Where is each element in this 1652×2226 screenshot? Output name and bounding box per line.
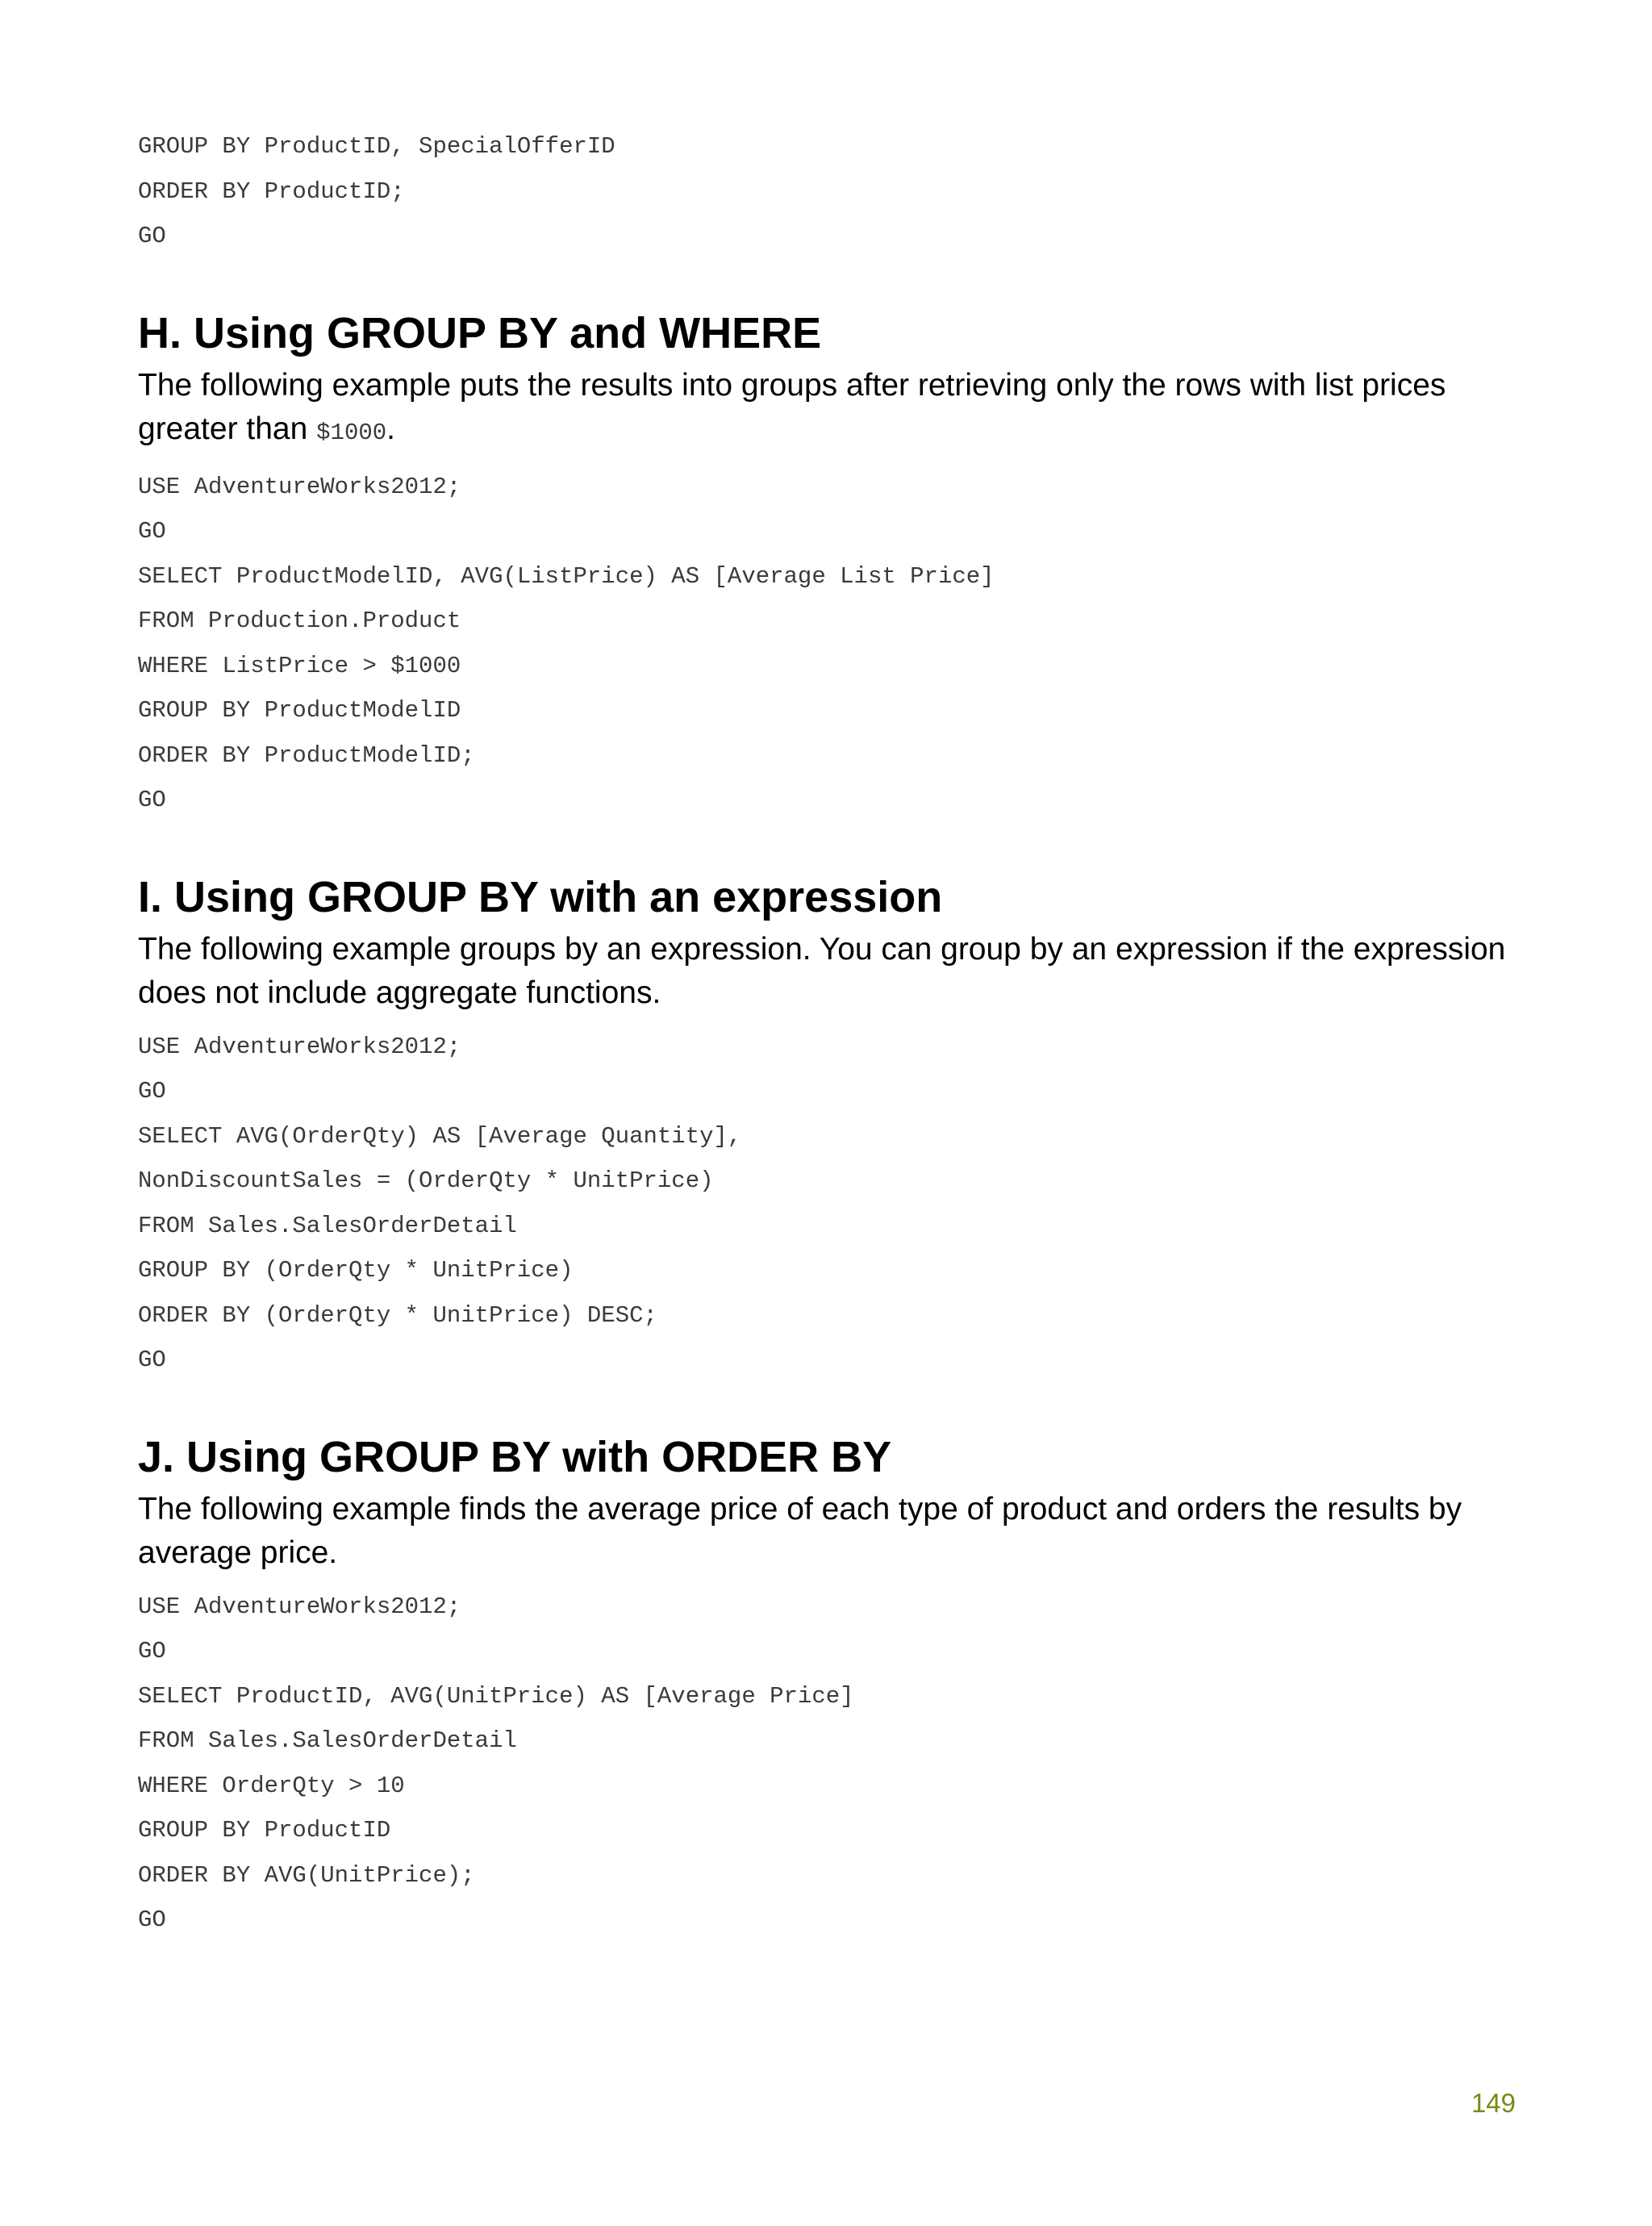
code-line: NonDiscountSales = (OrderQty * UnitPrice) <box>138 1167 714 1194</box>
code-line: FROM Production.Product <box>138 608 461 634</box>
code-line: SELECT ProductID, AVG(UnitPrice) AS [Average Price] <box>138 1682 854 1710</box>
code-line: WHERE ListPrice > $1000 <box>138 652 461 679</box>
code-line: ORDER BY (OrderQty * UnitPrice) DESC; <box>138 1301 657 1329</box>
code-line: GROUP BY (OrderQty * UnitPrice) <box>138 1257 574 1284</box>
code-line: GO <box>138 518 166 545</box>
code-line: USE AdventureWorks2012; <box>138 1593 461 1620</box>
page-number: 149 <box>1471 2088 1516 2118</box>
code-line: GO <box>138 1078 166 1105</box>
section-heading: I. Using GROUP BY with an expression <box>138 872 943 921</box>
inline-code: $1000 <box>316 419 387 446</box>
section-heading: J. Using GROUP BY with ORDER BY <box>138 1432 892 1481</box>
code-line: SELECT ProductModelID, AVG(ListPrice) AS [Average List Price] <box>138 562 995 590</box>
section-description: The following example finds the average price of each type of product and orders the results by average price. <box>138 1491 1462 1570</box>
code-line: FROM Sales.SalesOrderDetail <box>138 1212 517 1239</box>
code-line: USE AdventureWorks2012; <box>138 473 461 500</box>
code-line: FROM Sales.SalesOrderDetail <box>138 1727 517 1754</box>
code-line: WHERE OrderQty > 10 <box>138 1772 405 1799</box>
description-tail: . <box>386 411 396 446</box>
code-line: USE AdventureWorks2012; <box>138 1033 461 1060</box>
code-line: GO <box>138 787 166 813</box>
section-i <box>138 871 1525 1383</box>
code-line: GO <box>138 223 166 249</box>
code-block <box>138 1025 1525 1383</box>
code-line: ORDER BY ProductModelID; <box>138 741 475 769</box>
page-content <box>138 124 1525 1943</box>
code-line: GROUP BY ProductID <box>138 1817 391 1844</box>
code-line: GO <box>138 1638 166 1664</box>
section-j <box>138 1431 1525 1943</box>
code-line: GO <box>138 1347 166 1373</box>
section-description <box>138 364 1525 455</box>
code-line: ORDER BY AVG(UnitPrice); <box>138 1861 475 1889</box>
code-line: GROUP BY ProductModelID <box>138 697 461 724</box>
section-description: The following example groups by an expression. You can group by an expression if the expression does not include aggregate functions. <box>138 931 1506 1010</box>
section-h <box>138 307 1525 823</box>
code-line: ORDER BY ProductID; <box>138 177 405 205</box>
code-line: GROUP BY ProductID, SpecialOfferID <box>138 133 615 160</box>
code-line: SELECT AVG(OrderQty) AS [Average Quantity], <box>138 1122 742 1150</box>
code-line: GO <box>138 1907 166 1933</box>
code-block <box>138 1585 1525 1943</box>
description-text: The following example puts the results into groups after retrieving only the rows with list prices greater than <box>138 367 1446 446</box>
intro-code-block <box>138 124 1525 259</box>
section-heading: H. Using GROUP BY and WHERE <box>138 308 822 357</box>
code-block <box>138 465 1525 823</box>
